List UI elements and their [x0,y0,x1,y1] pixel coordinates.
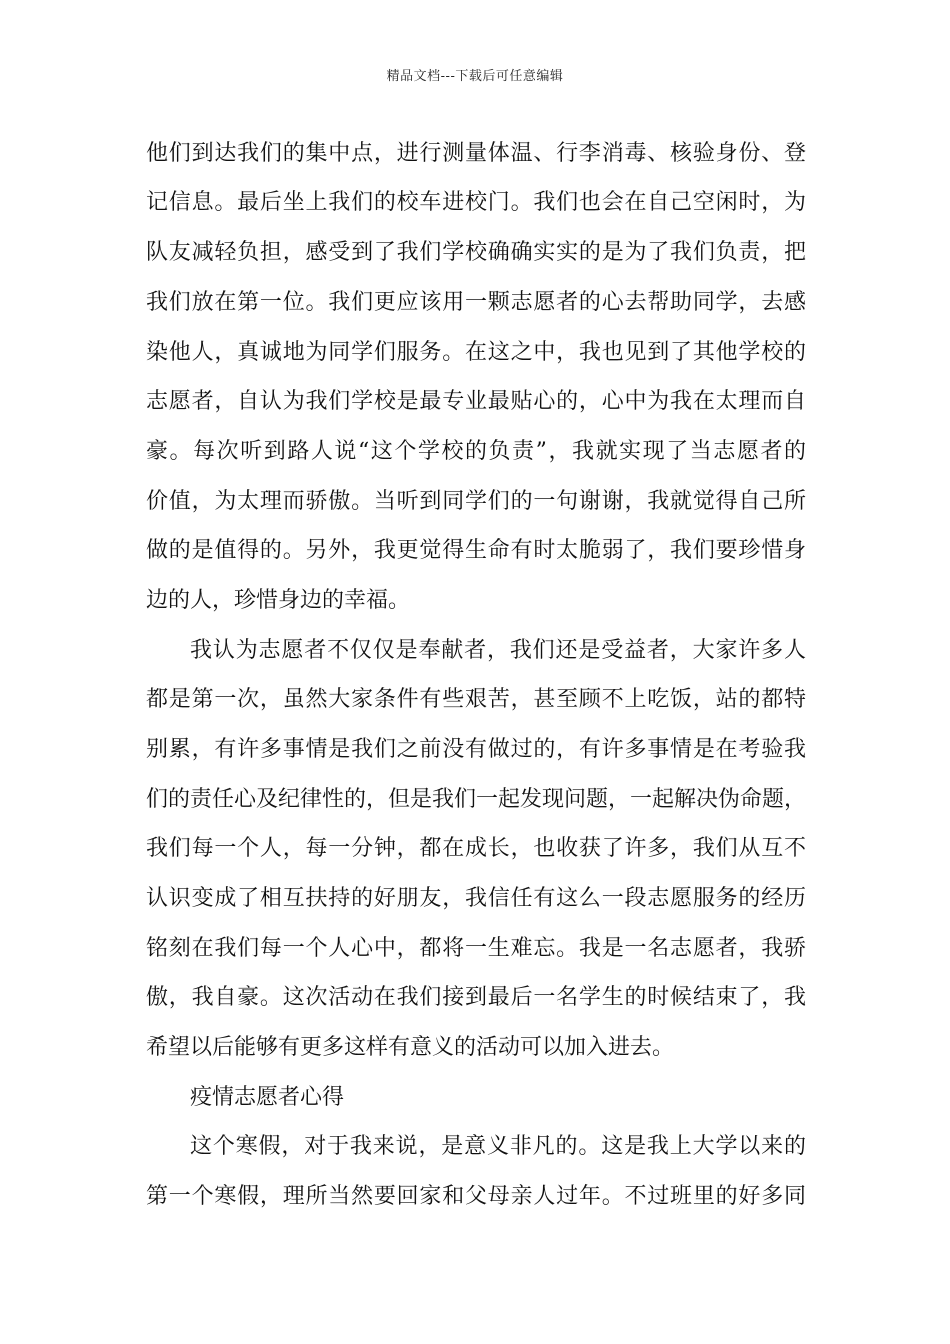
text-line: 铭刻在我们每一个人心中，都将一生难忘。我是一名志愿者，我骄 [146,936,806,961]
text-line: 傲，我自豪。这次活动在我们接到最后一名学生的时候结束了，我 [146,985,806,1010]
text-line: 他们到达我们的集中点，进行测量体温、行李消毒、核验身份、登 [146,141,806,166]
text-line: 染他人，真诚地为同学们服务。在这之中，我也见到了其他学校的 [146,340,806,365]
text-line: 希望以后能够有更多这样有意义的活动可以加入进去。 [146,1035,675,1060]
text-line: 第一个寒假，理所当然要回家和父母亲人过年。不过班里的好多同 [146,1184,806,1209]
text-line: 豪。每次听到路人说“这个学校的负责”，我就实现了当志愿者的 [146,439,806,464]
text-line: 志愿者，自认为我们学校是最专业最贴心的，心中为我在太理而自 [146,389,806,414]
text-line: 队友减轻负担，感受到了我们学校确确实实的是为了我们负责，把 [146,240,806,265]
text-line: 我们每一个人，每一分钟，都在成长，也收获了许多，我们从互不 [146,836,806,861]
text-line: 认识变成了相互扶持的好朋友，我信任有这么一段志愿服务的经历 [146,886,806,911]
text-line: 边的人，珍惜身边的幸福。 [146,588,411,613]
text-line: 我认为志愿者不仅仅是奉献者，我们还是受益者，大家许多人 [190,638,806,663]
page-header: 精品文档---下载后可任意编辑 [386,69,564,84]
text-line: 别累，有许多事情是我们之前没有做过的，有许多事情是在考验我 [146,737,806,762]
text-line: 都是第一次，虽然大家条件有些艰苦，甚至顾不上吃饭，站的都特 [146,687,806,712]
text-line: 们的责任心及纪律性的，但是我们一起发现问题，一起解决伪命题， [146,787,807,812]
section-heading: 疫情志愿者心得 [190,1085,345,1110]
text-line: 这个寒假，对于我来说，是意义非凡的。这是我上大学以来的 [190,1134,806,1159]
text-line: 记信息。最后坐上我们的校车进校门。我们也会在自己空闲时，为 [146,190,806,215]
text-line: 价值，为太理而骄傲。当听到同学们的一句谢谢，我就觉得自己所 [146,489,806,514]
text-line: 做的是值得的。另外，我更觉得生命有时太脆弱了，我们要珍惜身 [146,538,806,563]
text-line: 我们放在第一位。我们更应该用一颗志愿者的心去帮助同学，去感 [146,290,806,315]
